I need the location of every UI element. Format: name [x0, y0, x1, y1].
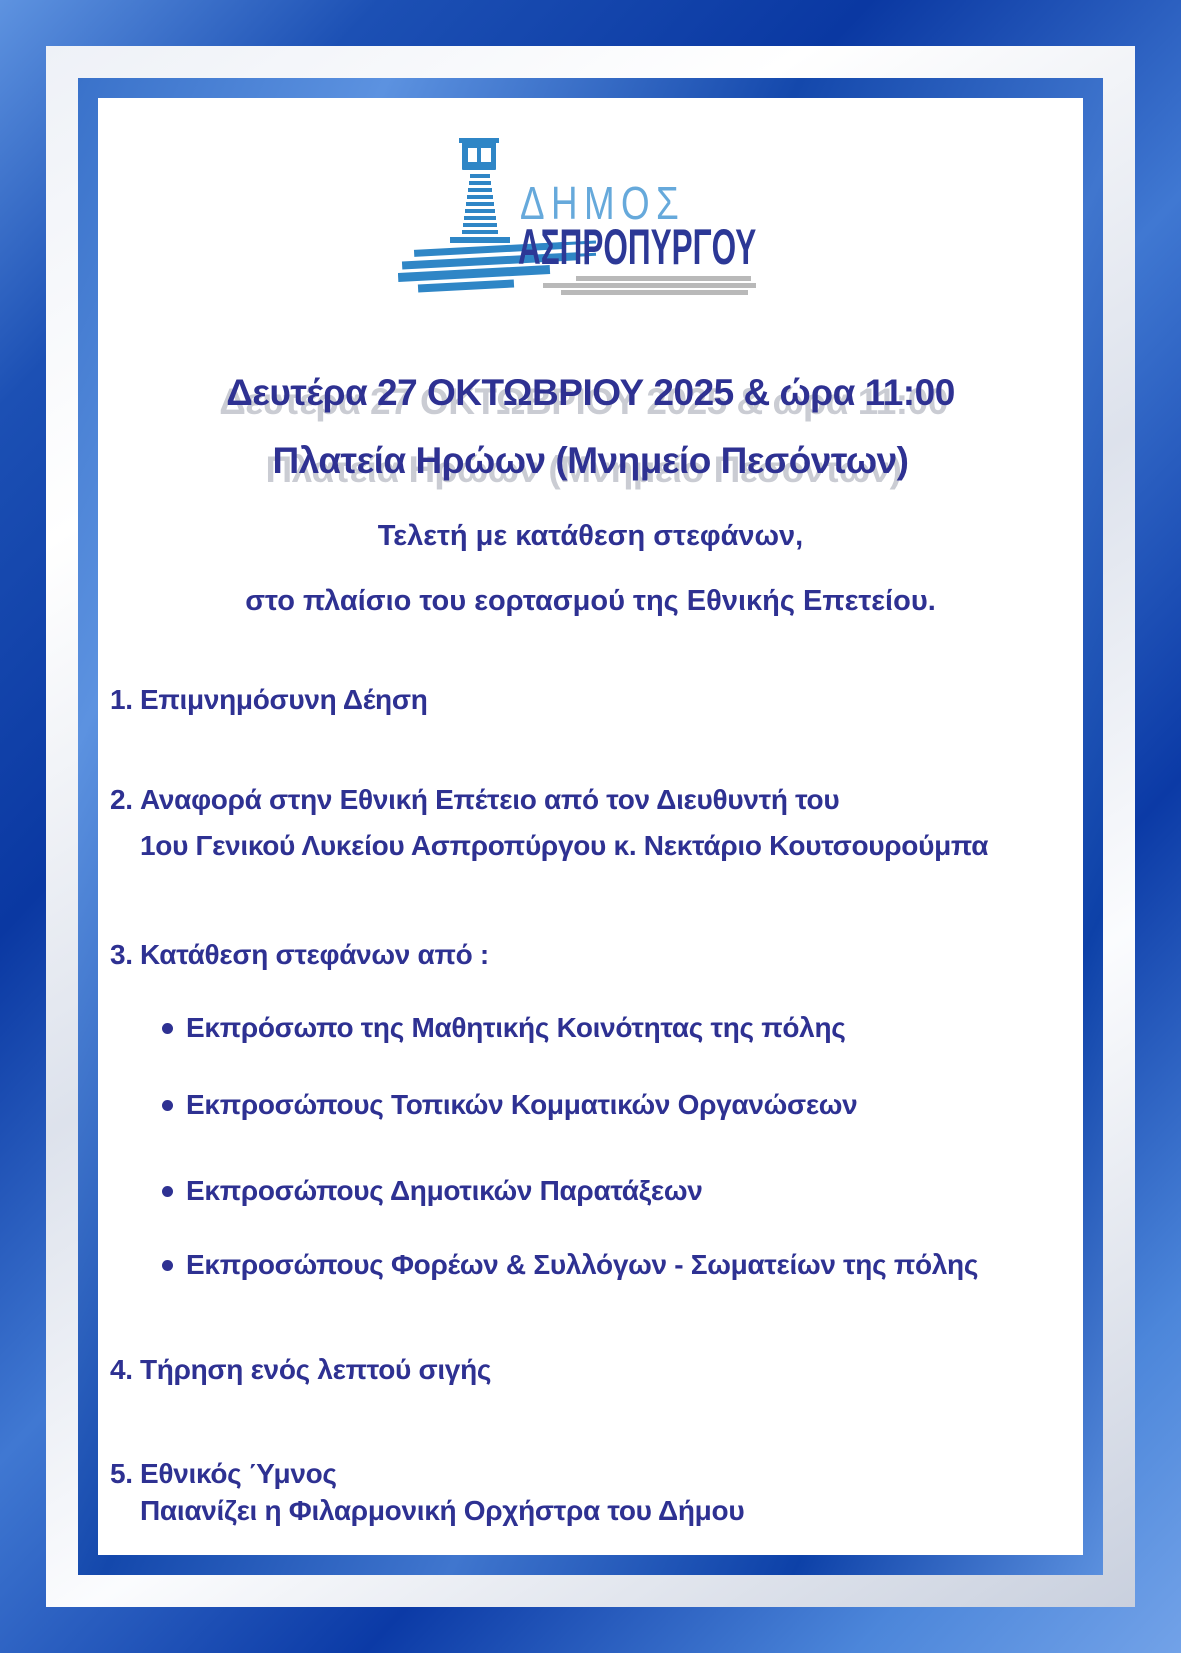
event-location: Πλατεία Ηρώων (Μνημείο Πεσόντων) — [272, 440, 909, 481]
event-description-line1: Τελετή με κατάθεση στεφάνων, — [377, 520, 804, 552]
bullet-dot-icon — [162, 1260, 173, 1271]
bullet-2-text: Εκπροσώπους Τοπικών Κομματικών Οργανώσεων — [186, 1089, 858, 1120]
agenda-item-5-number-spacer — [110, 1495, 140, 1527]
agenda-item-2-text-line1: Αναφορά στην Εθνική Επέτειο από τον Διευθυντή του — [140, 784, 840, 815]
agenda-item-5-text-line1: Εθνικός Ύμνος — [140, 1458, 337, 1489]
logo-city-name: ΑΣΠΡΟΠΥΡΓΟΥ — [518, 219, 757, 275]
agenda-item-3-bullet-1 — [162, 1012, 846, 1044]
agenda-item-5-continuation — [110, 1495, 744, 1527]
agenda-item-3-number: 3. — [110, 939, 133, 970]
agenda-item-3-bullet-2 — [162, 1089, 857, 1121]
agenda-item-2-number-spacer — [110, 830, 140, 862]
agenda-item-2-text-line2: 1ου Γενικού Λυκείου Ασπροπύργου κ. Νεκτάριο Κουτσουρούμπα — [140, 830, 989, 861]
logo-municipality-word: ΔΗΜΟΣ — [520, 177, 686, 229]
bullet-4-text: Εκπροσώπους Φορέων & Συλλόγων - Σωματείων της πόλης — [186, 1249, 979, 1280]
bullet-3-text: Εκπροσώπους Δημοτικών Παρατάξεων — [186, 1175, 703, 1206]
agenda-item-1 — [110, 684, 428, 716]
poster-content — [98, 98, 1083, 1555]
bullet-1-text: Εκπρόσωπο της Μαθητικής Κοινότητας της πόλης — [186, 1012, 846, 1043]
agenda-item-5-number: 5. — [110, 1458, 133, 1489]
agenda-item-2-continuation — [110, 830, 988, 862]
bullet-dot-icon — [162, 1023, 173, 1034]
logo-decoration-bars — [398, 276, 838, 297]
agenda-item-5 — [110, 1458, 337, 1490]
event-description-line2: στο πλαίσιο του εορτασμού της Εθνικής Επετείου. — [245, 585, 936, 617]
agenda-item-4 — [110, 1354, 491, 1386]
bullet-dot-icon — [162, 1186, 173, 1197]
agenda-item-5-text-line2: Παιανίζει η Φιλαρμονική Ορχήστρα του Δήμου — [140, 1495, 745, 1526]
event-datetime: Δευτέρα 27 ΟΚΤΩΒΡΙΟΥ 2025 & ώρα 11:00 — [226, 372, 955, 413]
bullet-dot-icon — [162, 1100, 173, 1111]
agenda-item-2 — [110, 784, 839, 816]
agenda-item-1-text: Επιμνημόσυνη Δέηση — [140, 684, 428, 715]
agenda-item-2-number: 2. — [110, 784, 133, 815]
agenda-item-3 — [110, 939, 489, 971]
agenda-item-4-text: Τήρηση ενός λεπτού σιγής — [140, 1354, 492, 1385]
agenda-item-4-number: 4. — [110, 1354, 133, 1385]
agenda-item-1-number: 1. — [110, 684, 133, 715]
agenda-item-3-bullet-3 — [162, 1175, 702, 1207]
agenda-item-3-text: Κατάθεση στεφάνων από : — [140, 939, 489, 970]
municipality-logo — [398, 138, 838, 318]
agenda-item-3-bullet-4 — [162, 1249, 978, 1281]
